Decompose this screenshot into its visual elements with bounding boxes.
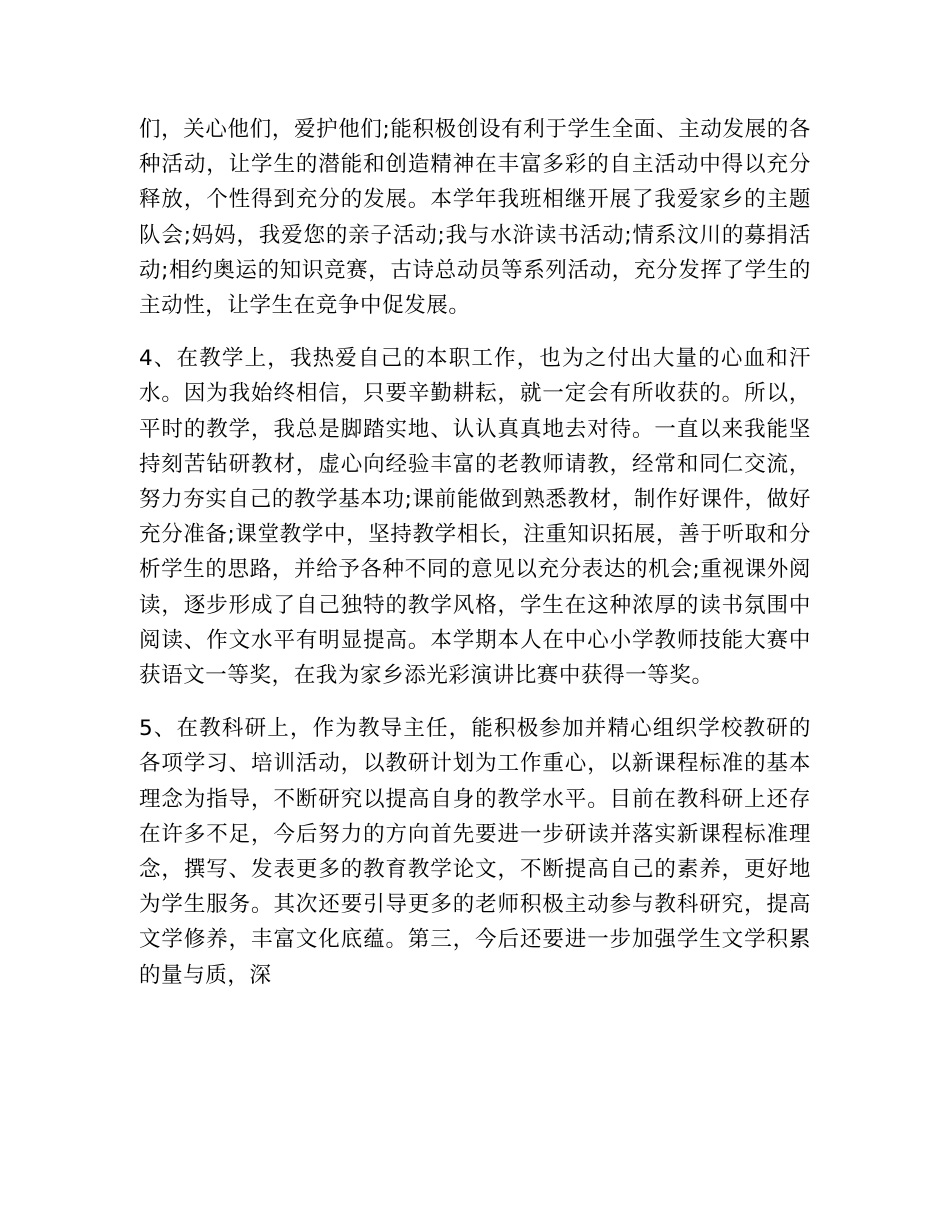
paragraph-teaching: 4、在教学上，我热爱自己的本职工作，也为之付出大量的心血和汗水。因为我始终相信，只要辛勤耕耘，就一定会有所收获的。所以，平时的教学，我总是脚踏实地、认认真真地去对待。一直以来我能坚持刻苦钻研教材，虚心向经验丰富的老教师请教，经常和同仁交流，努力夯实自己的教学基本功;课前能做到熟悉教材，制作好课件，做好充分准备;课堂教学中，坚持教学相长，注重知识拓展，善于听取和分析学生的思路，并给予各种不同的意见以充分表达的机会;重视课外阅读，逐步形成了自己独特的教学风格，学生在这种浓厚的读书氛围中阅读、作文水平有明显提高。本学期本人在中心小学教师技能大赛中获语文一等奖，在我为家乡添光彩演讲比赛中获得一等奖。 bbox=[139, 346, 811, 689]
paragraph-research: 5、在教科研上，作为教导主任，能积极参加并精心组织学校教研的各项学习、培训活动，以教研计划为工作重心，以新课程标准的基本理念为指导，不断研究以提高自身的教学水平。目前在教科研上还存在许多不足，今后努力的方向首先要进一步研读并落实新课程标准理念，撰写、发表更多的教育教学论文，不断提高自己的素养，更好地为学生服务。其次还要引导更多的老师积极主动参与教科研究，提高文学修养，丰富文化底蕴。第三，今后还要进一步加强学生文学积累的量与质，深 bbox=[139, 716, 811, 988]
document-page bbox=[139, 112, 811, 1011]
paragraph-class-activities: 们，关心他们，爱护他们;能积极创设有利于学生全面、主动发展的各种活动，让学生的潜能和创造精神在丰富多彩的自主活动中得以充分释放，个性得到充分的发展。本学年我班相继开展了我爱家乡的主题队会;妈妈，我爱您的亲子活动;我与水浒读书活动;情系汶川的募捐活动;相约奥运的知识竞赛，古诗总动员等系列活动，充分发挥了学生的主动性，让学生在竞争中促发展。 bbox=[139, 117, 811, 319]
